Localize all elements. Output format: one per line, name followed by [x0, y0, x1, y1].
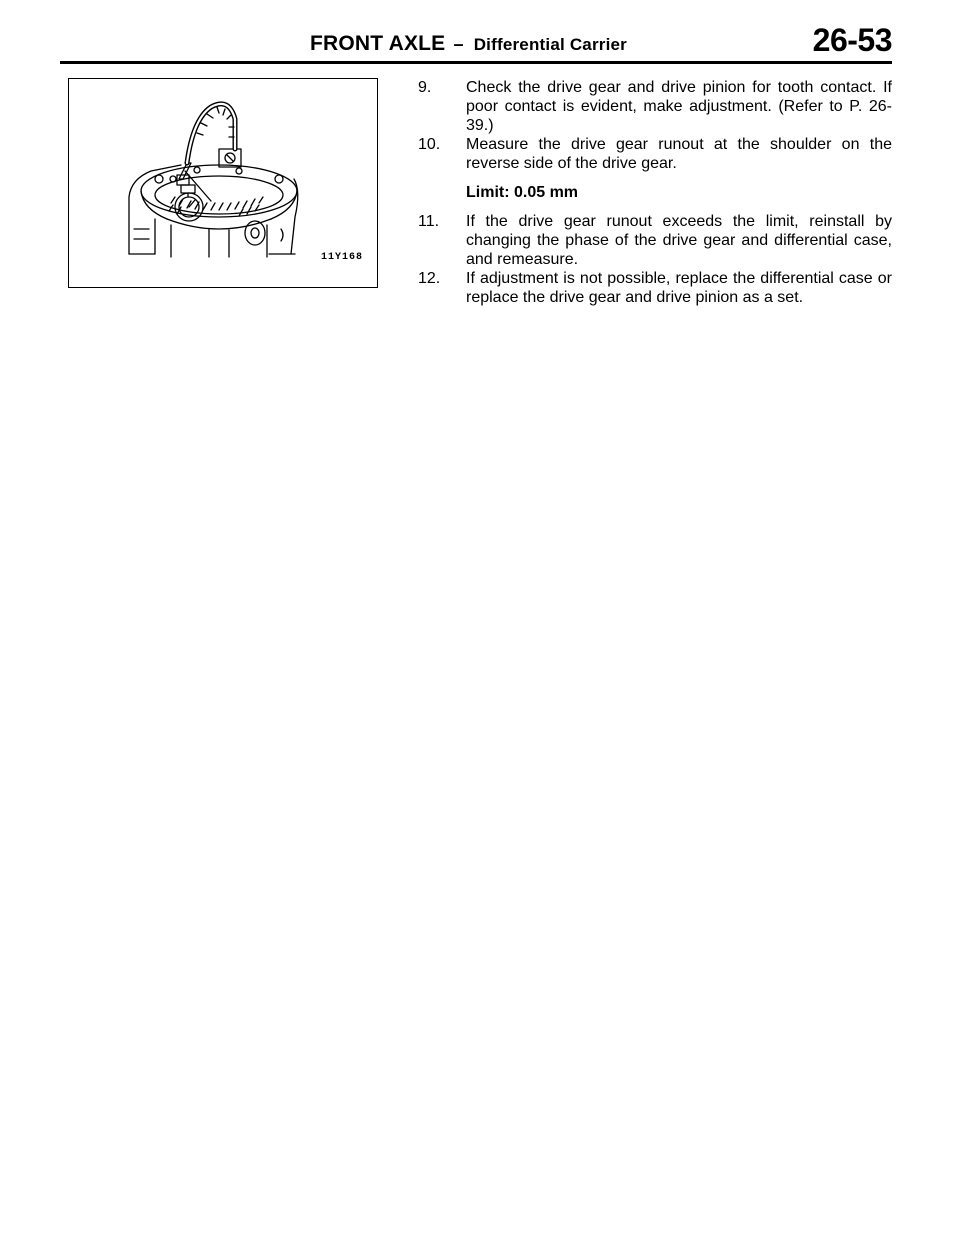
page-header [60, 20, 892, 64]
subsection-title: Differential Carrier [473, 35, 627, 54]
figure-panel [68, 78, 378, 288]
step-number: 12. [418, 270, 441, 287]
figure-code: 11Y168 [320, 252, 363, 263]
step-number: 9. [418, 79, 432, 96]
procedure-step-11 [416, 212, 892, 269]
header-title [310, 32, 627, 56]
step-text: Measure the drive gear runout at the shoulder on the reverse side of the drive gear. [466, 136, 892, 172]
runout-limit-spec: Limit: 0.05 mm [466, 184, 579, 201]
page-number: 26-53 [812, 22, 892, 58]
step-number: 10. [418, 136, 441, 153]
procedure-step-12 [416, 269, 892, 307]
procedure-text [416, 78, 892, 307]
header-rule [60, 61, 892, 64]
procedure-step-9 [416, 78, 892, 135]
step-text: Check the drive gear and drive pinion for tooth contact. If poor contact is evident, make adjustment. (Refer to P. 26-39.) [466, 79, 892, 134]
step-text: If adjustment is not possible, replace the differential case or replace the drive gear and drive pinion as a set. [466, 270, 892, 306]
procedure-step-10 [416, 135, 892, 173]
title-dash: – [453, 34, 464, 54]
section-title: FRONT AXLE [310, 32, 446, 55]
step-number: 11. [418, 213, 440, 230]
step-text: If the drive gear runout exceeds the limit, reinstall by changing the phase of the drive gear and differential case, and remeasure. [466, 213, 892, 268]
